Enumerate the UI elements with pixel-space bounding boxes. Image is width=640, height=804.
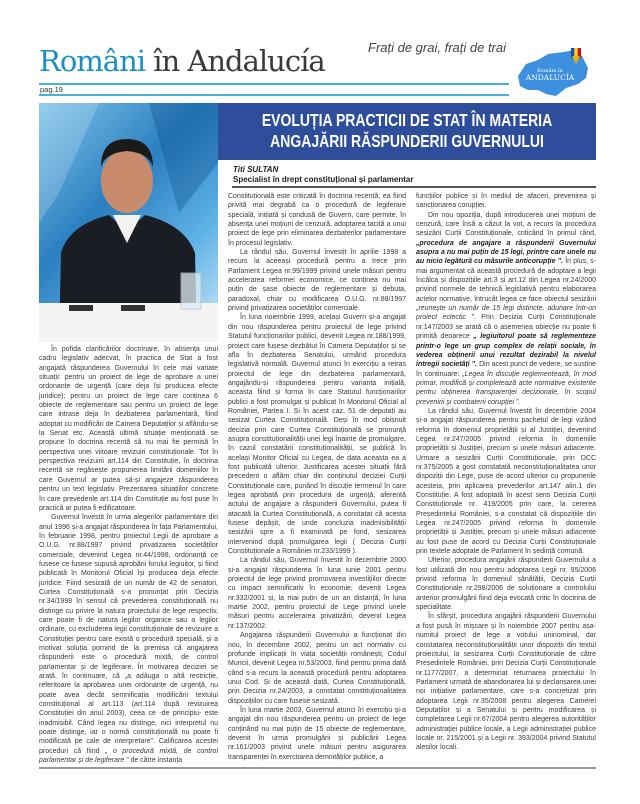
header-rule-top bbox=[39, 83, 509, 85]
article-paragraph bbox=[228, 631, 406, 706]
article-paragraph bbox=[416, 407, 596, 557]
paragraph-text: Din nou opoziția, după introducerea unei moțiuni de cenzură, care însă a căzut la vot, a recurs la procedura sesizării Curții Constituționale, criticând în primul rând, bbox=[416, 211, 596, 238]
article-paragraph bbox=[228, 192, 406, 248]
motto: Frați de grai, frați de trai bbox=[368, 40, 506, 55]
paragraph-text: În luna martie 2003, Guvernul atunci în exercițiu și-a angajat din nou răspunderea pentru un proiect de lege conținând nu mai puțin de 15 obiecte de reglementare, devenit în urma promulgării și publicării Legea nr.161/2003 privind unele măsuri pentru asigurarea transparenței în exercitarea demnităților publice, a bbox=[228, 706, 406, 761]
paragraph-text: Guvernul învestit în urma alegerilor parlamentare din anul 1996 și-a angajat răspunderea în fața Parlamentului, în februarie 1998, pentru proiectul Legii de aprobare a O.U.G. nr.88/1997 privind privatizarea societăților comerciale, devenind Legea nr.44/1998, ordonanță ce fusese ce fusese supusă aprobării forului legiuitor, și fiind publicată în Monitorul Oficial își producea deja efecte juridice. Fiind sesizată de un număr de 42 de senatori, Curtea Constituțională s-a pronunțat prin Decizia nr.34/1998 în sensul că prevederea constituțională nu distinge cu privire la natura proiectului de lege respectiv, care poate fi de natura legilor organice sau a legilor ordinare, cu excluderea legii constituționale de revizuire a Constituției pentru care există o procedură specială, și a motivat soluția pornind de la premisa că angajarea răspunderii este o procedură mixtă, de control parlamentar și de legiferare. În motivarea deciziei se arată, în continuare, că „a adăuga o altă restricție, referitoare la aprobarea unei ordonanțe de urgență, nu poate avea decât semnificația modificării textului constituțional al art.113 (art.114 după revizuirea Constituției din anul 2003), ceea ce -de principiu- este inadmisibil. Când legea nu distinge, nici interpretul nu poate distinge, iar o normă constituțională nu poate fi modificată pe cale de interpretare". Calificarea acestei proceduri că fiind bbox=[39, 514, 218, 755]
article-paragraph bbox=[228, 706, 406, 762]
emphasized-quote: „ legiuitorul poate să reglementeze printr-o lege un grup complex de relații sociale, în vederea obținerii unui rezultat dezirabil la nivelul întregii societăți ”. bbox=[416, 333, 596, 369]
paragraph-text: La rândul său, Guvernul învestit în decembrie 2000 și-a angajat răspunderea în luna iunie 2001 pentru proiectul de lege privind promovarea investițiilor directe cu impact semnificativ în economie, devenit Legea nr.332/2001 și, la mai puțin de un an distanță, în luna martie 2002, pentru proiectul de Lege privind unele măsuri pentru accelerarea privatizării, devenit Legea nr.137/2002. bbox=[228, 557, 406, 630]
article-paragraph bbox=[39, 345, 218, 513]
italic-quote: „ o procedură mixtă, de control parlamentar și de legiferare ” bbox=[39, 747, 218, 765]
logo-text-line2: ANDALUCÍA bbox=[525, 73, 575, 82]
emphasized-quote: „procedura de angajare a răspunderii Guvernului asupra a nu mai puțin de 15 legi, printre care unele nu au nicio legătură cu măsurile anticorupție ”. bbox=[416, 239, 596, 266]
article-paragraph bbox=[228, 313, 406, 556]
byline-rule bbox=[232, 186, 596, 188]
article-paragraph bbox=[228, 556, 406, 631]
masthead-romani: Români bbox=[39, 44, 146, 78]
paragraph-text: de către instanța bbox=[128, 757, 183, 765]
article-paragraph bbox=[39, 513, 218, 765]
paragraph-text: Din acest punct de vedere, se susține în continuare: bbox=[416, 361, 596, 378]
paragraph-text: În pofida clarificărilor doctrinare, în absența unui cadru legislativ adecvat, în practica de Stat a fost angajată răspunderea Guvernului în cele mai variate situații: pentru un proiect de lege de aprobare a unei ordonanțe de urgență (care deja își producea efecte juridice); pentru un proiect de lege care conținea 6 obiecte de reglementare sau pentru un proiect de lege care intrase deja în dezbaterea parlamentară, fiind adoptat cu modificări de Camera Deputaților și aflându-se la Senat etc. Această ultimă situație menționată se propune în doctrina recentă să nu mai fie permisă în perspectiva unei viitoare revizuiri constituționale. Tot în perspectiva revizuirii art.114 din Constituție, în doctrina recentă se regăsește propunerea limitării domeniilor în care Guvernul ar putea să-și angajeze răspunderea pentru un text legislativ. Prezentarea situațiilor concrete în care prevederile art.114 din Constituție au fost puse în practică ar putea fi edificatoare. bbox=[39, 346, 218, 512]
andalucia-map-logo bbox=[512, 46, 592, 100]
italic-quote: „reunește un număr de 15 legi distincte, adunare într-un proiect eclectic ”. bbox=[416, 305, 596, 322]
author-portrait-illustration bbox=[39, 103, 218, 342]
paragraph-text: În sfârșit, procedura angajării răspunderii Guvernului a fost pusă în mișcare și în noiembrie 2007 pentru așa-numitul proiect de lege a votului uninominal, dar constatarea neconstituționalității unor dispoziții din textul proiectului, la sesizarea Curții Constituționale de către Președintele României, prin Decizia Curții Constituționale nr.1177/2007, a determinat returnarea proiectului în Parlament urmată de abandonarea lui și declanșarea unei noi inițiative parlamentare, care s-a concretizat prin adoptarea Legii nr.35/2008 pentru alegerea Camerei Deputaților și a Senatului și pentru modificarea și completarea Legii nr.67/2004 pentru alegerea autorităților administrației publice locale, a Legii administrației publice locale nr. 215/2001 și a Legii nr. 393/2004 privind Statutul aleșilor locali. bbox=[416, 613, 596, 752]
article-paragraph bbox=[416, 211, 596, 407]
paragraph-text: funcțiilor publice și în mediul de afaceri, prevenirea și sancționarea corupției. bbox=[416, 193, 596, 210]
article-paragraph bbox=[228, 248, 406, 313]
article-column-left bbox=[39, 345, 218, 765]
paragraph-text: În plus, s-mai argumentat că această procedură de adoptare a legii încălca și dispozițiile art.3 și art.12 din Legea nr.24/2000 privind normele de tehnică legislativă pentru elaborarea actelor normative, întrucât legea ce face obiectul sesizării bbox=[416, 258, 596, 303]
article-column-right bbox=[416, 192, 596, 753]
article-title-line1: EVOLUȚIA PRACTICII DE STAT ÎN MATERIA bbox=[261, 109, 553, 130]
author-role: Specialist în drept constituțional și parlamentar bbox=[233, 175, 414, 184]
logo-text-line1: Români în bbox=[537, 68, 563, 74]
byline bbox=[233, 165, 413, 185]
paragraph-text: La rândul său, Guvernul învestit în aprilie 1998 a recurs la aceeași procedură pentru a trece prin Parlament Legea nr.99/1999 privind unele măsuri pentru accelerarea reformei economice, ce conținea nu mai puțin de șase obiecte de reglementare și debuta, paradoxal, chiar cu modificarea O.U.G. nr.88/1997 privind privatizarea societăților comerciale. bbox=[228, 249, 406, 313]
article-paragraph bbox=[416, 556, 596, 612]
article-paragraph bbox=[416, 192, 596, 211]
masthead-andalucia: în Andalucía bbox=[145, 44, 325, 78]
author-name: Titi SULTAN bbox=[233, 165, 279, 174]
article-paragraph bbox=[416, 612, 596, 752]
page-number: pag.19 bbox=[40, 85, 63, 94]
footer-rule bbox=[39, 767, 596, 769]
article-title-line2: ANGAJĂRII RĂSPUNDERII GUVERNULUI bbox=[270, 130, 544, 151]
paragraph-text: Ulterior, procedura angajării răspunderii Guvernului a fost utilizată din nou pentru adoptarea Legii nr. 95/2006 privind reforma în domeniul sănătății, Decizia Curții Constituționale nr.298/2006 de soluționare a controlului anterior promulgării fiind deja evocată critic în doctrina de specialitate. bbox=[416, 557, 596, 612]
paragraph-text: Angajarea răspunderii Guvernului a funcționat din nou, în decembrie 2002, pentru un act normativ cu profunde implicații în viața societății românești, Codul Muncii, devenit Legea nr.53/2003, fiind pentru prima dată când s-a recurs la această procedură pentru adoptarea unui Cod. Și de această dată, Curtea Constituțională, prin Decizia nr.24/2003, a constatat constituționalitatea dispozițiilor cu care fusese sesizată. bbox=[228, 632, 406, 705]
article-column-middle bbox=[228, 192, 406, 762]
author-photo bbox=[39, 103, 218, 342]
masthead bbox=[39, 44, 325, 78]
paragraph-text: În luna noiembrie 1999, același Guvern și-a angajat din nou răspunderea pentru proiectul de lege privind Statutul funcționarilor publici, devenit Legea nr.188/1999, proiect care fusese dezbătut în Camera Deputaților și se afla în dezbaterea Senatului, urmând procedura legislativă normală. Guvernul atunci în exercițiu a retras proiectul de lege din dezbaterea parlamentară, angajându-și răspunderea pentru varianta inițială, aceasta fiind și forma în care Statutul funcționarilor publici a fost promulgat și publicat în Monitorul Oficial al României, Partea I. Și în acest caz, 51 de deputați au sesizat Curtea Constituțională. Deși în mod obișnuit decizia prin care Curtea Constituțională se pronunță asupra constituționalității unei legi înainte de promulgare, în cazul constatării constituționalității, se publică în același Monitor Oficial cu Legea, de data aceasta ea a fost publicată ulterior. Justificarea acestei situații fără precedent o aflăm chiar din conținutul deciziei Curții Constituționale care, punând în discuție termenul în care legea aprobată prin procedura de urgență, aferentă actului de angajare a răspunderii Guvernului, putea fi atacată la Curtea Constituțională, a constatat că acesta fusese depășit, de unde concluzia inadmisibilității sesizării spre a fi examinată pe fond, sesizarea intervenind după promulgarea legii ( Decizia Curții Constituționale a României nr.233/1999 ). bbox=[228, 314, 406, 556]
paragraph-text: La rândul său, Guvernul învestit în decembrie 2004 și-a angajat răspunderea pentru pachetul de legi vizând reforma în domeniul proprietății și al Justiției, devenind Legea nr.247/2005 privind reforma în domeniile proprietății și Justiției, precum și unele măsuri adiacente. Urmare a sesizării Curții Constituționale, prin DCC nr.375/2005 a gost constatată neconstituționalitatea unor dispoziții din Lege, puse de acord ulterior cu propunerile acesteia, prin aplicarea prevederilor art.147 alin.1 din Constituție. A fost adoptată în acest sens Decizia Curții Constituționale nr. 419/2005 prin care, la cererea Președintelui României, s-a constatat că dispozițiile din Legea nr.247/2005 privind reforma în domeniile proprietății și Justiției, precum și unele măsuri adiacente au fost puse de acord cu Decizia Curții Constituționale prin textele adoptate de Parlament în ședință comună. bbox=[416, 407, 596, 556]
article-title bbox=[218, 103, 596, 160]
header-rule-bottom bbox=[39, 94, 509, 96]
paragraph-text: Prin Decizia Curții Constituționale nr.147/2003 se arată că o asemenea obiecție nu poate fi primită deoarece bbox=[416, 314, 596, 341]
italic-quote: „Legea în discuție reglementează, în mod primar, modifică și completează acte normative existente pentru obținerea transparenței decizionale, în scopul prevenirii și combaterii corupției ”. bbox=[416, 370, 596, 406]
paragraph-text: Constituțională este criticată în doctrina recentă, ea fiind privită mai degrabă ca o procedură de legiferare specială, inițiată și condusă de Guvern, care permite, în absența unei moțiuni de cenzură, adoptarea tacită a unui proiect de lege prin eliminarea dezbaterilor parlamentare în procesul legislativ. bbox=[228, 193, 406, 247]
